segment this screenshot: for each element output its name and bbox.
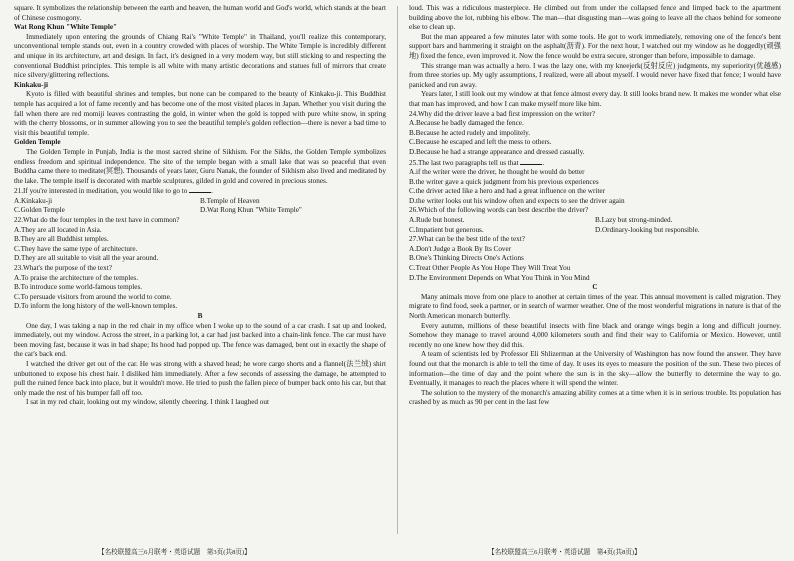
page-footer-left: 【名校联盟高三6月联考・英语试题 第3页(共8页)】 [98,549,251,556]
section-heading: Golden Temple [14,138,61,147]
option: B.One's Thinking Directs One's Actions [409,254,524,263]
option: B.the writer gave a quick judgment from his previous experiences [409,177,599,186]
option: C.Because he escaped and left the mess to others. [409,138,552,147]
option: B.To introduce some world-famous temples. [14,283,143,292]
paragraph: I sat in my red chair, looking out my window, silently cheering. I think I laughed out [26,398,269,407]
option: B.Temple of Heaven [200,196,260,205]
option: A.if the writer were the driver, he thought he would do better [409,168,585,177]
question-23: 23.What's the purpose of the text? [14,264,112,273]
option: D.The Environment Depends on What You Think in You Mind [409,273,590,282]
option: D.Because he had a strange appearance and dressed casually. [409,147,585,156]
paragraph: square. It symbolizes the relationship between the earth and heaven, the human world and God's world, which stands at the heart of Chinese cosmogony. [14,4,386,22]
options-row [14,197,386,207]
paragraph: Many animals move from one place to another at certain times of the year. This annual movement is called migration. They migrate to find food, seek a partner, or in search of warmer weather. One of the most wonderful migrations in nature is that of the North American monarch butterfly. [409,292,781,320]
option: D.Wat Rong Khun "White Temple" [200,206,302,215]
option: C.Treat Other People As You Hope They Will Treat You [409,264,571,273]
option: D.To inform the long history of the well-known temples. [14,302,178,311]
left-column [14,4,386,537]
option: A.They are all located in Asia. [14,225,102,234]
paragraph: This strange man was actually a hero. I was the lazy one, with my kneejerk(反射反应) judgments, my superiority(优越感) from three stories up. My ugly assumptions, I realized, were all about myself. I would never have fixed that fence; I would have panicked and run away. [409,61,781,89]
option: C.the driver acted like a hero and had a great influence on the writer [409,187,605,196]
option: C.They have the same type of architecture. [14,244,138,253]
options-row [409,226,781,236]
section-heading: Kinkaku-ji [14,80,48,89]
section-heading: Wat Rong Khun "White Temple" [14,23,118,32]
option: D.Ordinary-looking but responsible. [595,225,700,234]
section-label-c: C [592,283,598,292]
option: A.Rude but honest. [409,216,465,225]
question-27: 27.What can be the best title of the text? [409,235,525,244]
paragraph: The solution to the mystery of the monarch's amazing ability comes at a time when it is in serious trouble. Its population has crashed by as much as 90 per cent in the last few [409,388,781,407]
option: A.To praise the architecture of the temples. [14,273,139,282]
section-label-b: B [197,312,203,320]
paragraph: One day, I was taking a nap in the red chair in my office when I woke up to the sound of a car crash. I sat up and looked, immediately, out my window. Across the street, in a parking lot, a car had just backed into a chain-link fence. The car must have been moving fast, because it was in bad shape; Its hood had popped up. The fence was damaged, bent out in exactly the shape of the car's back end. [14,321,386,359]
right-column [409,4,781,537]
question-24: 24.Why did the driver leave a bad first impression on the writer? [409,109,596,118]
options-row [409,216,781,226]
paragraph: The Golden Temple in Punjab, India is the most sacred shrine of Sikhism. For the Sikhs, the Golden Temple symbolizes endless freedom and spiritual independence. The site of the temple began with a small lake that was so peaceful that even Buddha came there to meditate(冥想). Thousands of years later, Guru Nanak, the founder of Sikhism also lived and meditated by the lake. The temple itself is decorated with marble sculptures, gilded in gold and covered in precious stones. [14,147,386,185]
page-footer-right: 【名校联盟高三6月联考・英语试题 第4页(共8页)】 [488,549,641,556]
option: B.They are all Buddhist temples. [14,235,109,244]
paragraph: I watched the driver get out of the car. He was strong with a shaved head; he wore cargo shorts and a flannel(法兰绒) shirt unbuttoned to expose his chest hair. I disliked him immediately. After a few seconds of assessing the damage, he attempted to pull the ruined fence back into place, but it wouldn't move. He tried to push the fallen piece of bumper back onto his car, but that only made the rest of his bumper fall off too. [14,359,386,397]
option: C.To persuade visitors from around the world to come. [14,292,172,301]
paragraph: Kyoto is filled with beautiful shrines and temples, but none can be compared to the beauty of Kinkaku-ji. This Buddhist temple has acquired a lot of fame recently and has become one of the most visited places in Japan. Whether you visit during the fall when there are red momiji leaves contrasting the gold, in winter when the gold is topped with pure white snow, in spring with the cherry blossoms, or in summer allowing you to see the beautiful temple's golden reflection—there is never a bad time to visit this beautiful temple. [14,90,386,137]
option: D.They are all suitable to visit all the year around. [14,254,159,263]
paragraph: Every autumn, millions of these beautiful insects with fine black and orange wings begin a long and difficult journey. Somehow they manage to travel around 4,000 kilometers south and find their way to California or Mexico. However, until recently no one knew how they did this. [409,321,781,349]
option: D.the writer looks out his window often and expects to see the driver again [409,196,625,205]
paragraph: A team of scientists led by Professor Eli Shlizerman at the University of Washington has now found the answer. They have found out that the monarch is able to tell the time of day. It uses its eyes to measure the position of the sun. These two pieces of information—the time of day and the point where the sun is in the sky—allow the butterfly to determine the way to go. Eventually, it manages to reach the places where it will spend the winter. [409,350,781,388]
option: C.Impatient but generous. [409,225,484,234]
options-row [14,206,386,216]
paragraph: Years later, I still look out my window at that fence almost every day. It still looks brand new. It makes me wonder what else that man has improved, and how I can make myself more like him. [409,90,781,108]
paragraph: Immediately upon entering the grounds of Chiang Rai's "White Temple" in Thailand, you'll realize this contemporary, unconventional temple stands out, even in a country crowded with places of worship. The White Temple is incredibly different and unique in its architecture, art and design. In fact, it's designed in a very modern way, but still sticking to and respecting the conventional Buddhist principles. This temple is all white with many artistic decorations and statues full of mirrors that create nice silvery/glittering reflections. [14,32,386,80]
option: A.Don't Judge a Book By Its Cover [409,244,512,253]
question-21: 21.If you're interested in meditation, you would like to go to . [14,187,213,196]
option: A.Because he badly damaged the fence. [409,119,524,128]
answer-blank [520,158,542,165]
option: B.Because he acted rudely and impolitely. [409,128,531,137]
paragraph: loud. This was a ridiculous masterpiece. He climbed out from under the collapsed fence and limped back to the apartment building above the lot, rubbing his elbow. The man—that disgusting man—was going to leave all the chaos behind for someone else to clean up. [409,4,781,32]
option: A.Kinkaku-ji [14,196,53,205]
column-divider [397,6,398,534]
question-22: 22.What do the four temples in the text have in common? [14,216,180,225]
question-25: 25.The last two paragraphs tell us that . [409,158,545,167]
paragraph: But the man appeared a few minutes later with some tools. He got to work immediately, removing one of the fence's bent support bars and hammering it straight on the asphalt(沥青). For the next hour, I watched out my window as he doggedly(顽强地) fixed the fence, even improved it. Now the fence would be extra secure, stronger than before, impossible to damage. [409,32,781,60]
option: C.Golden Temple [14,206,65,215]
question-26: 26.Which of the following words can best describe the driver? [409,206,589,215]
answer-blank [189,186,211,193]
option: B.Lazy but strong-minded. [595,216,673,225]
